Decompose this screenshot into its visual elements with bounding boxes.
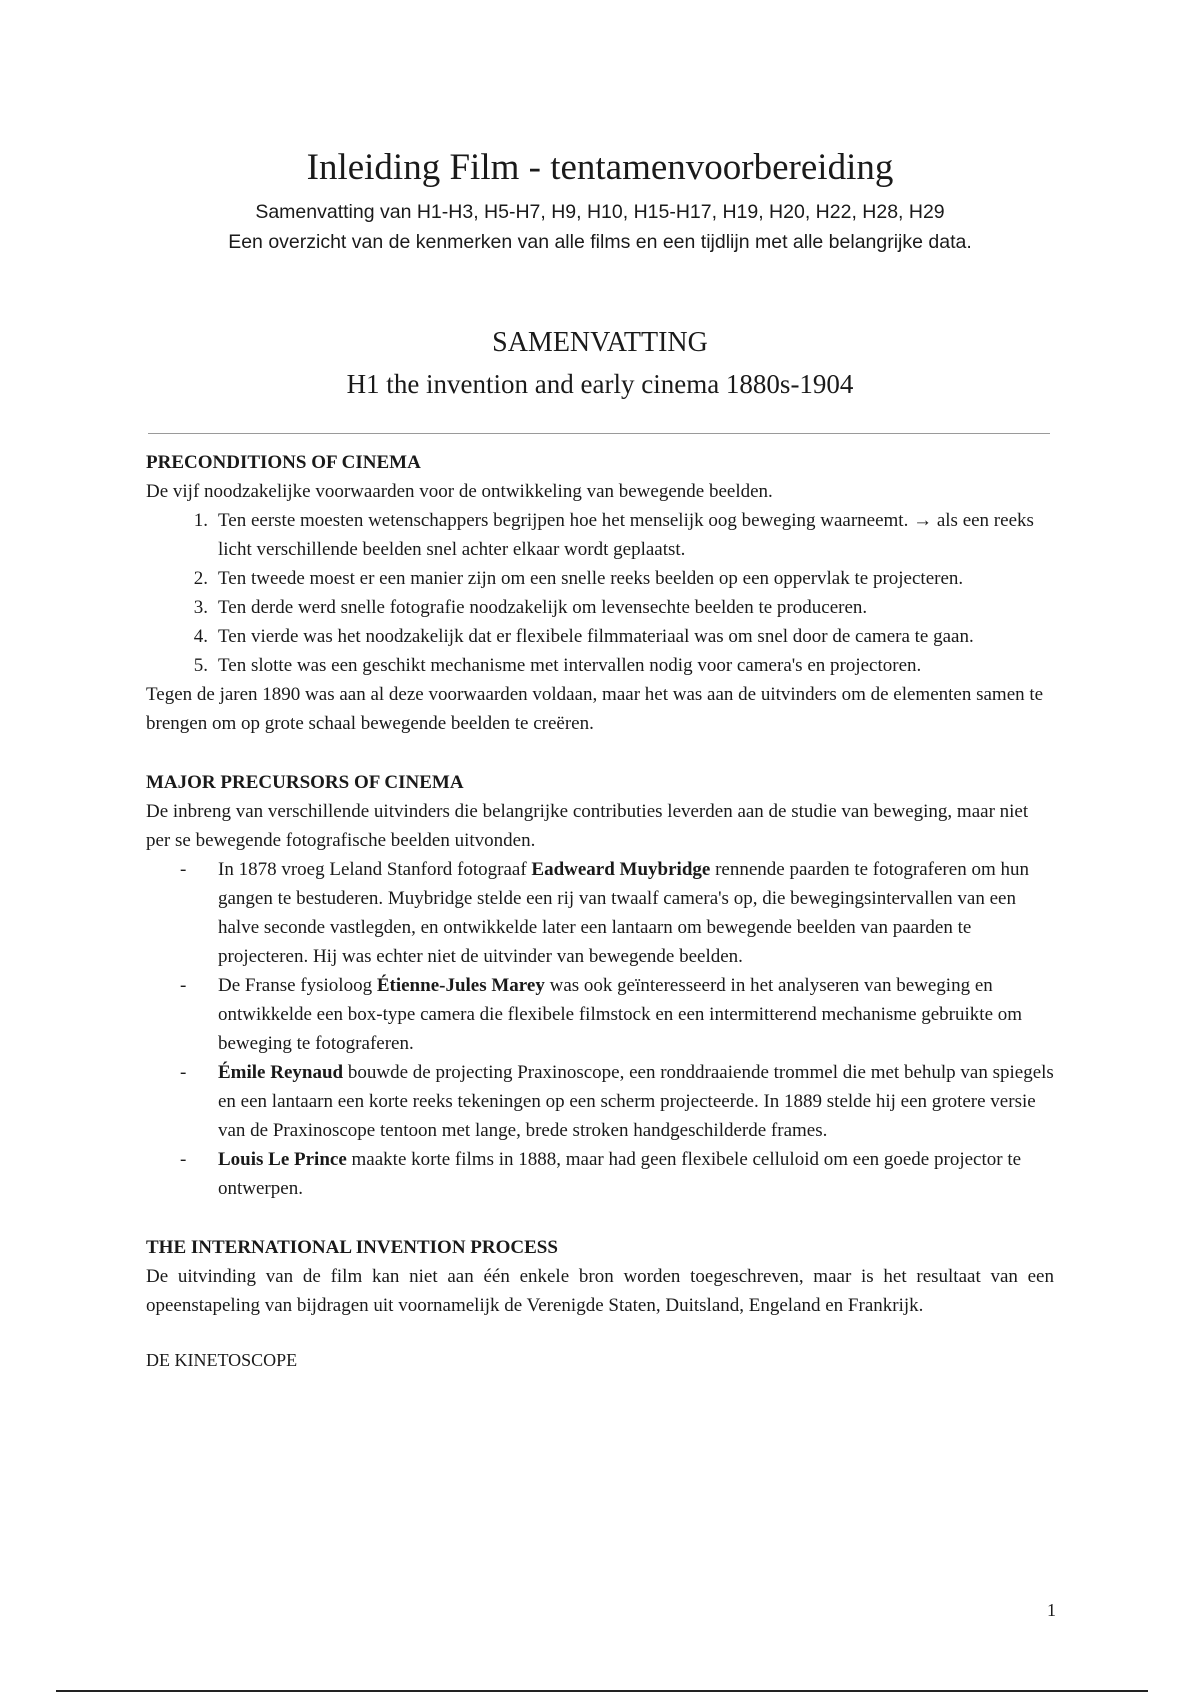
list-item-text-start: In 1878 vroeg Leland Stanford fotograaf: [218, 859, 532, 880]
list-dash: -: [180, 1062, 187, 1083]
list-item-text: Ten vierde was het noodzakelijk dat er flexibele filmmateriaal was om snel door de camera te gaan.: [218, 626, 974, 647]
heading-preconditions: PRECONDITIONS OF CINEMA: [146, 452, 421, 473]
list-item: [146, 971, 1054, 1058]
list-item-text-end: maakte korte films in 1888, maar had geen flexibele celluloid om een goede projector te ontwerpen.: [218, 1149, 1022, 1199]
list-item: [146, 855, 1054, 971]
list-item-text-start: De Franse fysioloog: [218, 975, 377, 996]
list-item-text-end: rennende paarden te fotograferen om hun gangen te bestuderen. Muybridge stelde een rij van twaalf camera's op, die bewegingsintervallen van een halve seconde vastlegden, en ontwikkelde later een lantaarn om bewegende beelden van paarden te projecteren. Hij was echter niet de uitvinder van bewegende beelden.: [218, 859, 1029, 967]
list-number: 1.: [193, 510, 208, 531]
document-subtitle-description: Een overzicht van de kenmerken van alle films en een tijdlijn met alle belangrijke data.: [228, 231, 972, 253]
list-item: [146, 1145, 1054, 1203]
list-item: [146, 564, 1054, 593]
person-name: Louis Le Prince: [218, 1149, 347, 1170]
section-divider: [148, 433, 1050, 434]
list-dash: -: [180, 975, 187, 996]
list-dash: -: [180, 859, 187, 880]
precursors-list: [146, 855, 1054, 1203]
list-item-text: Ten slotte was een geschikt mechanisme met intervallen nodig voor camera's en projectoren.: [218, 655, 922, 676]
person-name: Eadweard Muybridge: [531, 859, 711, 880]
document-title: Inleiding Film - tentamenvoorbereiding: [306, 147, 894, 188]
list-number: 5.: [193, 655, 208, 676]
list-number: 3.: [193, 597, 208, 618]
chapter-title: H1 the invention and early cinema 1880s-1904: [346, 369, 854, 399]
list-number: 4.: [193, 626, 208, 647]
content-body: [146, 448, 1054, 1375]
heading-precursors: MAJOR PRECURSORS OF CINEMA: [146, 772, 464, 793]
preconditions-intro: De vijf noodzakelijke voorwaarden voor de ontwikkeling van bewegende beelden.: [146, 481, 773, 502]
list-number: 2.: [193, 568, 208, 589]
list-item: [146, 1058, 1054, 1145]
list-item: [146, 622, 1054, 651]
document-subtitle-chapters: Samenvatting van H1-H3, H5-H7, H9, H10, H15-H17, H19, H20, H22, H28, H29: [255, 201, 945, 223]
list-dash: -: [180, 1149, 187, 1170]
precursors-intro: De inbreng van verschillende uitvinders die belangrijke contributies leverden aan de studie van beweging, maar niet per se bewegende fotografische beelden uitvonden.: [146, 801, 1029, 851]
preconditions-list: [146, 506, 1054, 680]
footer-divider: [56, 1690, 1148, 1692]
list-item-text-end: was ook geïnteresseerd in het analyseren van beweging en ontwikkelde een box-type camera die flexibele filmstock en een intermitterend mechanisme gebruikte om beweging te fotograferen.: [218, 975, 1023, 1054]
list-item-text: Ten tweede moest er een manier zijn om een snelle reeks beelden op een oppervlak te projecteren.: [218, 568, 964, 589]
subheading-kinetoscope: DE KINETOSCOPE: [146, 1350, 298, 1370]
invention-text: De uitvinding van de film kan niet aan één enkele bron worden toegeschreven, maar is het resultaat van een opeenstapeling van bijdragen uit voornamelijk de Verenigde Staten, Duitsland, Engeland en Frankrijk.: [146, 1266, 1054, 1316]
list-item-text: Ten derde werd snelle fotografie noodzakelijk om levensechte beelden te produceren.: [218, 597, 868, 618]
list-item-text: Ten eerste moesten wetenschappers begrijpen hoe het menselijk oog beweging waarneemt. → als een reeks licht verschillende beelden snel achter elkaar wordt geplaatst.: [218, 510, 1034, 560]
list-item: [146, 506, 1054, 564]
heading-invention-process: THE INTERNATIONAL INVENTION PROCESS: [146, 1237, 558, 1258]
page-number: 1: [1047, 1600, 1056, 1620]
summary-title: SAMENVATTING: [492, 327, 708, 358]
preconditions-closing: Tegen de jaren 1890 was aan al deze voorwaarden voldaan, maar het was aan de uitvinders om de elementen samen te brengen om op grote schaal bewegende beelden te creëren.: [146, 684, 1044, 734]
list-item: [146, 651, 1054, 680]
person-name: Émile Reynaud: [218, 1062, 344, 1083]
list-item: [146, 593, 1054, 622]
list-item-text-end: bouwde de projecting Praxinoscope, een ronddraaiende trommel die met behulp van spiegels en een lantaarn een korte reeks tekeningen op een scherm projecteerde. In 1889 stelde hij een grotere versie van de Praxinoscope tentoon met lange, brede stroken handgeschilderde frames.: [218, 1062, 1054, 1141]
person-name: Étienne-Jules Marey: [376, 975, 545, 996]
